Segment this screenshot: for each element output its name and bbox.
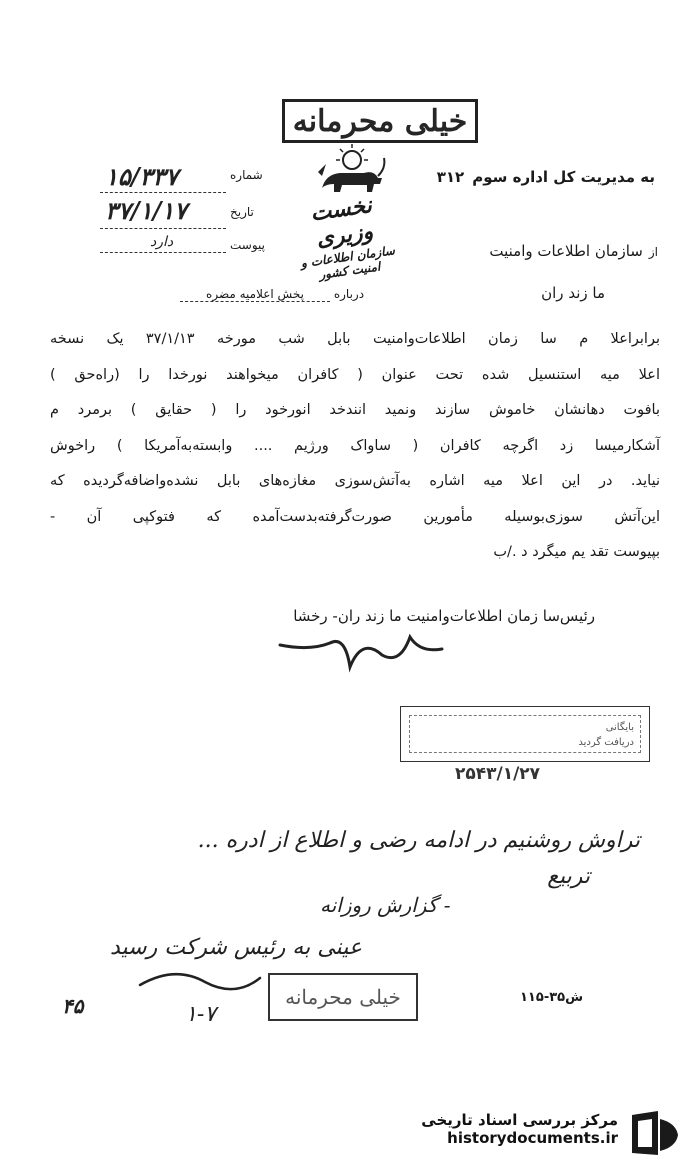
sender-prefix: از <box>648 245 658 259</box>
watermark-title: مرکز بررسی اسناد تاریخی <box>421 1111 618 1129</box>
receipt-line-1: بایگانی <box>605 722 634 733</box>
attachment-label: پیوست <box>230 238 265 252</box>
attachment-value: دارد <box>150 234 174 250</box>
watermark-url: historydocuments.ir <box>447 1129 618 1147</box>
date-dotted-line <box>100 228 226 229</box>
watermark <box>318 1107 688 1161</box>
page-mark: ۴۵ <box>62 994 84 1018</box>
receipt-line-2: دریافت گردید <box>578 737 634 748</box>
classification-stamp <box>282 99 478 143</box>
archive-logo-icon <box>624 1109 684 1159</box>
receipt-stamp <box>400 706 650 762</box>
body-line: اعلا میه استنسیل شده تحت عنوان ( کافران میخواهند نورخدا را (راه‌حق ) <box>50 366 660 383</box>
date-value: ۳۷/۱/۱۷ <box>105 196 187 225</box>
sender-text: سازمان اطلاعات وامنیت <box>489 242 643 260</box>
sender-line <box>489 242 658 260</box>
recipient-line <box>437 168 655 186</box>
region-text: ما زند ران <box>541 284 605 302</box>
recipient-text: به مدیریت کل اداره سوم <box>472 168 655 186</box>
date-label: تاریخ <box>230 205 254 219</box>
attachment-dotted-line <box>100 252 226 253</box>
body-line: نیاید. در این اعلا میه اشاره به‌آتش‌سوزی مغازه‌های بابل نشده‌واضافه‌گردیده که <box>50 473 660 489</box>
office-subtitle: سازمان اطلاعات و امنیت کشور <box>299 243 396 282</box>
watermark-text <box>421 1111 618 1147</box>
archive-code: ش۳۵-۱۱۵ <box>520 990 584 1005</box>
registration-number: ۲۵۴۳/۱/۲۷ <box>455 764 541 784</box>
subject-line <box>180 287 364 302</box>
recipient-number: ۳۱۲ <box>436 168 465 186</box>
classification-text: خیلی محرمانه <box>292 103 468 139</box>
number-value: ۱۵/۳۳۷ <box>105 162 179 191</box>
body-line: این‌آتش سوزی‌بوسیله مأمورین صورت‌گرفته‌بدست‌آمده که فتوکپی آن - <box>50 508 660 525</box>
handwritten-note-1: تراوش روشنیم در ادامه رضی و اطلاع از ادره ... <box>197 828 640 853</box>
receipt-stamp-inner <box>409 715 641 753</box>
signatory-title: رئیس‌سا زمان اطلاعات‌وامنیت ما زند ران- رخشا <box>293 607 595 625</box>
letter-body <box>50 322 660 571</box>
body-line: بافوت دهانشان خاموش سازند ونمید انندخد انورخود را ( حقایق ) برمرد م <box>50 402 660 418</box>
handwritten-note-5: ۱-۷ <box>185 1002 217 1027</box>
office-title: نخست وزیری <box>308 192 375 252</box>
office-seal <box>285 189 405 286</box>
handwritten-note-3: - گزارش روزانه <box>320 893 451 917</box>
body-line: برابراعلا م سا زمان اطلاعات‌وامنیت بابل شب مورخه ۳۷/۱/۱۳ یک نسخه <box>50 331 660 347</box>
number-dotted-line <box>100 192 226 193</box>
number-label: شماره <box>230 168 263 182</box>
signature-scribble-icon <box>270 625 450 675</box>
subject-prefix: درباره <box>333 287 365 301</box>
bottom-stamp-text: خیلی محرمانه <box>285 985 401 1009</box>
body-line: بپیوست تقد یم میگرد د ./ب <box>493 544 660 560</box>
body-line: آشکارمیسا زد اگرچه کافران ( ساواک ورژیم .... وابسته‌به‌آمریکا ) راخوش <box>50 437 660 454</box>
handwritten-note-4: عینی به رئیس شرکت رسید <box>110 935 362 960</box>
handwritten-note-2: تربیع <box>547 864 590 889</box>
bottom-classification-stamp <box>268 973 418 1021</box>
subject-text: پخش اعلامیه مضره <box>180 287 330 302</box>
